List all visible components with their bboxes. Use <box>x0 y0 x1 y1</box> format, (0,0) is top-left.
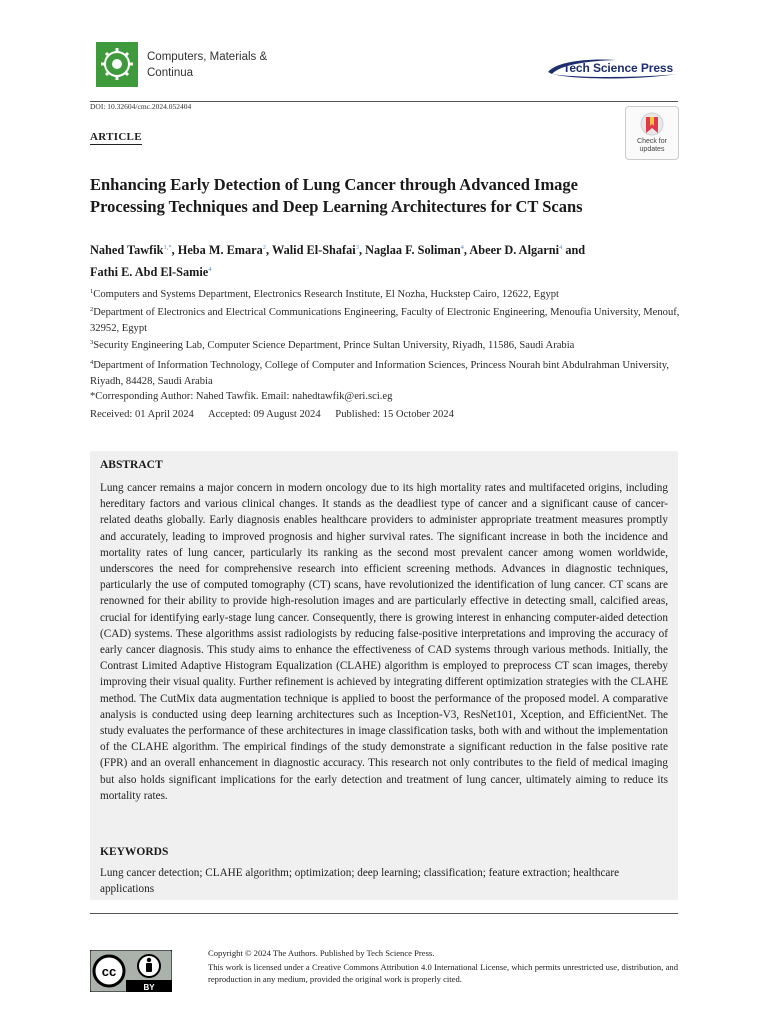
received-date: Received: 01 April 2024 <box>90 409 194 420</box>
author-affiliation-mark: 4 <box>559 244 563 251</box>
check-updates-line2: updates <box>639 146 665 153</box>
journal-name-line2: Continua <box>147 67 194 79</box>
author-name: Nahed Tawfik <box>90 243 164 257</box>
affiliation-1 <box>90 284 680 303</box>
author-separator: and <box>562 243 586 257</box>
doi[interactable]: DOI: 10.32604/cmc.2024.052404 <box>90 102 192 111</box>
author-name: Abeer D. Algarni <box>469 243 559 257</box>
article-type-label: ARTICLE <box>90 131 142 143</box>
affiliation-mark: 1 <box>90 288 94 295</box>
license-notice: This work is licensed under a Creative Commons Attribution 4.0 International License, which permits unrestricted use, distribution, and reproduction in any medium, provided the original work is properly cited. <box>208 962 678 984</box>
author-separator: , <box>171 243 178 257</box>
author-separator: , <box>358 243 366 257</box>
by-label: BY <box>143 983 155 992</box>
footer-divider <box>90 913 678 914</box>
author-affiliation-mark: 4 <box>460 244 464 251</box>
author-affiliation-mark: 4 <box>208 266 212 273</box>
keywords-heading: KEYWORDS <box>100 846 169 858</box>
paper-title: Enhancing Early Detection of Lung Cancer through Advanced Image Processing Techniques and Deep Learning Architectures for CT Scans <box>90 175 583 216</box>
author-name: Fathi E. Abd El-Samie <box>90 265 209 279</box>
cc-label: cc <box>101 964 117 979</box>
bookmark-icon <box>626 109 678 141</box>
affiliation-3 <box>90 335 680 354</box>
journal-logo-icon <box>96 42 138 87</box>
author-list <box>90 238 675 282</box>
journal-name <box>147 49 267 81</box>
publication-dates <box>90 409 466 420</box>
copyright-notice: Copyright © 2024 The Authors. Published by Tech Science Press. <box>208 948 435 958</box>
author-name: Heba M. Emara <box>177 243 263 257</box>
affiliation-mark: 2 <box>90 306 94 313</box>
publisher-name: Tech Science Press <box>563 61 674 75</box>
check-updates-line1: Check for <box>637 138 667 145</box>
accepted-date: Accepted: 09 August 2024 <box>207 409 321 420</box>
abstract-text: Lung cancer remains a major concern in modern oncology due to its high mortality rates and multifaceted origins, including hereditary factors and various clinical changes. It stands as the deadliest type of cancer and a significant cause of cancer-related deaths globally. Early diagnosis enables healthcare providers to administer appropriate treatment measures promptly and accurately, leading to improved prognosis and higher survival rates. The significant increase in both the incidence and mortality rates of lung cancer, particularly its ranking as the second most prevalent cancer among women worldwide, underscores the need for comprehensive research into efficient screening methods. Advances in diagnostic techniques, particularly the use of computed tomography (CT) scans, have revolutionized the identification of lung cancer. CT scans are renowned for their ability to provide high-resolution images and are particularly effective in detecting small, calcified areas, crucial for identifying early-stage lung cancer. Consequently, there is growing interest in enhancing computer-aided detection (CAD) systems. These algorithms assist radiologists by reducing false-positive interpretations and improving the accuracy of early cancer diagnosis. This study aims to enhance the effectiveness of CAD systems through various methods. Initially, the Contrast Limited Adaptive Histogram Equalization (CLAHE) algorithm is employed to preprocess CT scan images, thereby improving their visual quality. Further refinement is achieved by integrating different optimization strategies with the CLAHE method. The CutMix data augmentation technique is applied to boost the performance of the proposed model. A comparative analysis is conducted using deep learning architectures such as Inception-V3, ResNet101, Xception, and EfficientNet. The study evaluates the performance of these architectures in image classification tasks, both with and without the implementation of the CLAHE algorithm. The empirical findings of the study demonstrate a significant reduction in the false positive rate (FPR) and an overall enhancement in diagnostic accuracy. This research not only contributes to the field of medical imaging but also holds significant implications for the early detection and treatment of lung cancer, ultimately aiming to reduce its mortality rates. <box>100 482 668 802</box>
author-affiliation-mark: 1,* <box>163 244 172 251</box>
corresponding-author: *Corresponding Author: Nahed Tawfik. Email: nahedtawfik@eri.sci.eg <box>90 391 393 402</box>
journal-name-line1: Computers, Materials & <box>147 51 268 63</box>
header-divider <box>90 101 678 102</box>
author-separator: , <box>266 243 272 257</box>
affiliation-text: Department of Information Technology, College of Computer and Information Sciences, Princess Nourah bint Abdulrahman University, Riyadh, 84428, Saudi Arabia <box>90 360 670 387</box>
author-name: Walid El-Shafai <box>271 243 356 257</box>
published-date: Published: 15 October 2024 <box>335 409 454 420</box>
cc-by-license-icon[interactable] <box>90 950 172 992</box>
abstract-heading: ABSTRACT <box>100 459 163 471</box>
author-affiliation-mark: 3 <box>355 244 359 251</box>
affiliation-text: Department of Electronics and Electrical Communications Engineering, Faculty of Electronic Engineering, Menoufia University, Menouf, 32952, Egypt <box>90 307 680 334</box>
affiliation-text: Computers and Systems Department, Electronics Research Institute, El Nozha, Huckstep Cairo, 12622, Egypt <box>93 289 559 300</box>
affiliation-text: Security Engineering Lab, Computer Science Department, Prince Sultan University, Riyadh, 11586, Saudi Arabia <box>93 340 575 351</box>
keywords-text: Lung cancer detection; CLAHE algorithm; optimization; deep learning; classification; feature extraction; healthcare applications <box>100 867 620 896</box>
check-for-updates-badge[interactable] <box>625 106 679 160</box>
author-separator: , <box>463 243 470 257</box>
affiliation-mark: 4 <box>90 359 94 366</box>
affiliation-2 <box>90 302 680 336</box>
author-name: Naglaa F. Soliman <box>365 243 461 257</box>
affiliation-mark: 3 <box>90 339 94 346</box>
affiliation-4 <box>90 355 680 389</box>
author-affiliation-mark: 2 <box>262 244 267 251</box>
